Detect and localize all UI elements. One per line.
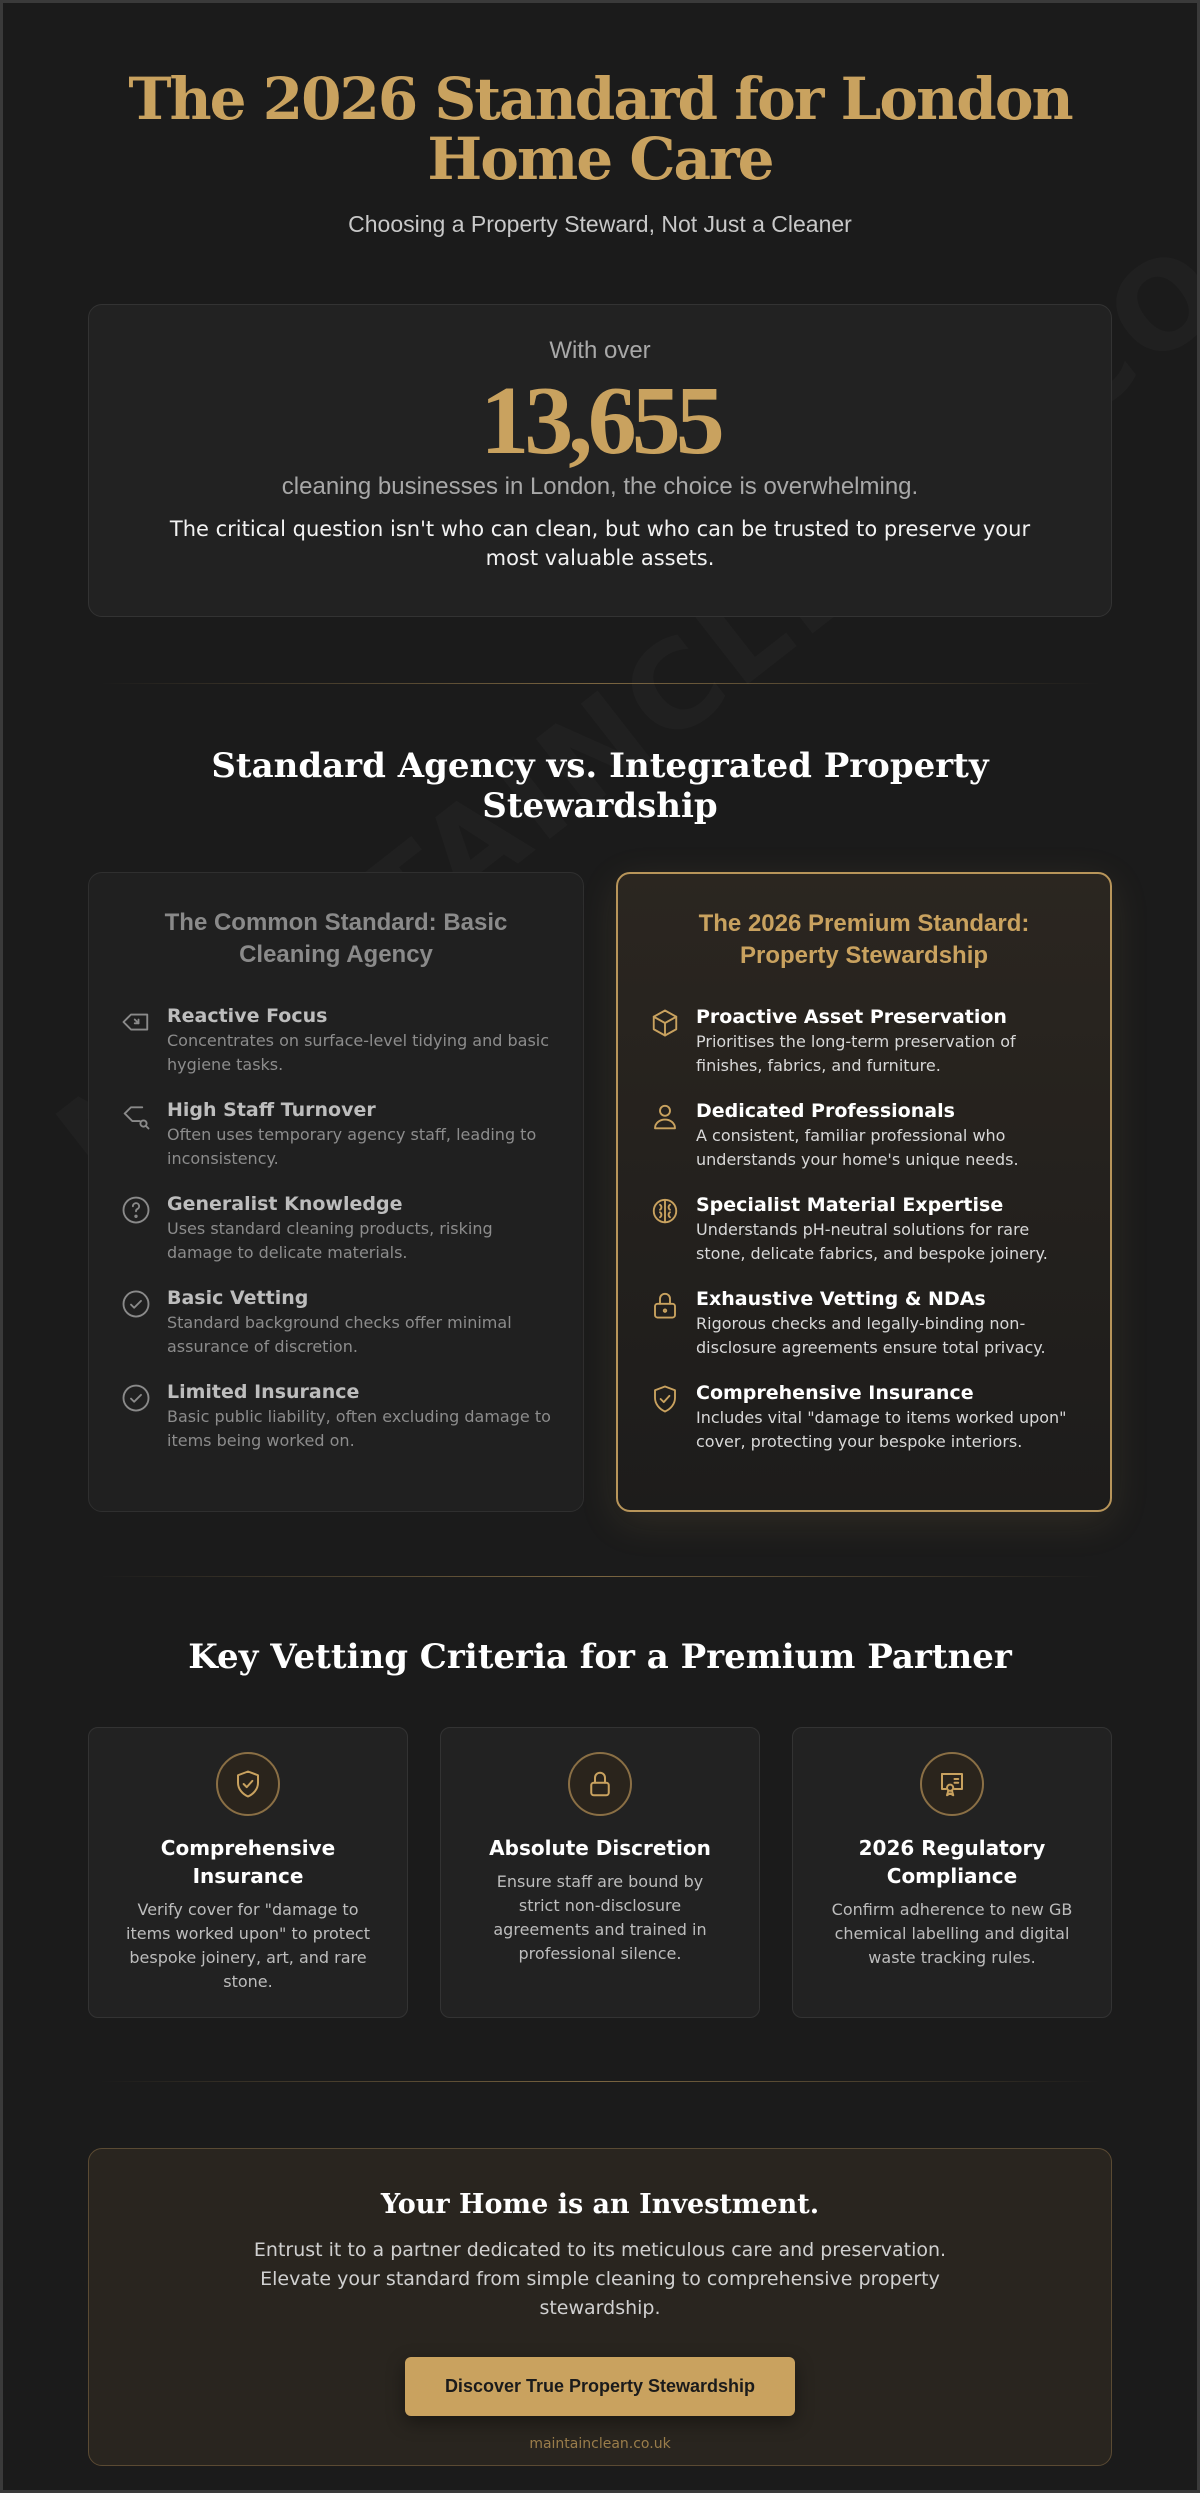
criteria-card (792, 1727, 1112, 2018)
premium-standard-card (616, 872, 1112, 1512)
item-title: Specialist Material Expertise (696, 1194, 1004, 1216)
item-desc: Basic public liability, often excluding damage to items being worked on. (167, 1407, 551, 1450)
criteria-card-desc: Verify cover for "damage to items worked upon" to protect bespoke joinery, art, and rare stone. (126, 1900, 370, 1991)
criteria-title: Key Vetting Criteria for a Premium Partner (188, 1637, 1012, 1677)
list-item (119, 1193, 553, 1265)
check-circle-icon (119, 1287, 167, 1359)
item-desc: Concentrates on surface-level tidying and basic hygiene tasks. (167, 1031, 550, 1074)
common-standard-card (88, 872, 584, 1512)
shield-check-icon (216, 1752, 280, 1816)
item-title: High Staff Turnover (167, 1099, 376, 1121)
section-divider (100, 2081, 1100, 2082)
criteria-card-desc: Confirm adherence to new GB chemical labelling and digital waste tracking rules. (831, 1900, 1073, 1967)
criteria-card-title: Absolute Discretion (489, 1836, 711, 1860)
item-title: Basic Vetting (167, 1287, 309, 1309)
cta-title: Your Home is an Investment. (380, 2189, 820, 2220)
cta-text: Entrust it to a partner dedicated to its meticulous care and preservation. Elevate your standard from simple cleaning to comprehensive property stewardship. (253, 2239, 947, 2319)
comparison-section (88, 872, 1112, 1512)
item-title: Exhaustive Vetting & NDAs (696, 1288, 986, 1310)
criteria-section (88, 1727, 1112, 2018)
shield-check-icon (648, 1382, 696, 1454)
tag-icon (119, 1005, 167, 1077)
stat-pre-text: With over (549, 337, 651, 364)
item-title: Generalist Knowledge (167, 1193, 403, 1215)
item-title: Proactive Asset Preservation (696, 1006, 1007, 1028)
transfer-icon (119, 1099, 167, 1171)
cube-icon (648, 1006, 696, 1078)
stat-note: The critical question isn't who can clean, but who can be trusted to preserve your most valuable assets. (169, 517, 1031, 570)
person-icon (648, 1100, 696, 1172)
section-divider (100, 683, 1100, 684)
list-item (648, 1288, 1080, 1360)
premium-standard-title: The 2026 Premium Standard: Property Stewardship (698, 910, 1030, 969)
lock-icon (568, 1752, 632, 1816)
item-desc: Standard background checks offer minimal assurance of discretion. (167, 1313, 512, 1356)
list-item (119, 1381, 553, 1453)
criteria-card-title: Comprehensive Insurance (160, 1836, 336, 1888)
item-title: Limited Insurance (167, 1381, 360, 1403)
item-desc: Rigorous checks and legally-binding non-disclosure agreements ensure total privacy. (696, 1314, 1046, 1357)
list-item (648, 1006, 1080, 1078)
list-item (119, 1005, 553, 1077)
check-circle-icon (119, 1381, 167, 1453)
discover-stewardship-button[interactable]: Discover True Property Stewardship (405, 2357, 795, 2416)
item-desc: A consistent, familiar professional who understands your home's unique needs. (696, 1126, 1019, 1169)
item-desc: Understands pH-neutral solutions for rare stone, delicate fabrics, and bespoke joinery. (696, 1220, 1048, 1263)
question-icon (119, 1193, 167, 1265)
item-title: Comprehensive Insurance (696, 1382, 974, 1404)
list-item (648, 1382, 1080, 1454)
criteria-card-title: 2026 Regulatory Compliance (858, 1836, 1046, 1888)
stat-number: 13,655 (480, 367, 720, 475)
list-item (119, 1099, 553, 1171)
site-url-link[interactable]: maintainclean.co.uk (529, 2436, 671, 2452)
page-title: The 2026 Standard for London Home Care (128, 65, 1072, 193)
list-item (648, 1100, 1080, 1172)
stat-post-text: cleaning businesses in London, the choice is overwhelming. (281, 473, 919, 500)
item-desc: Uses standard cleaning products, risking damage to delicate materials. (167, 1219, 493, 1262)
list-item (648, 1194, 1080, 1266)
page-subtitle: Choosing a Property Steward, Not Just a Cleaner (348, 211, 852, 237)
list-item (119, 1287, 553, 1359)
lock-icon (648, 1288, 696, 1360)
comparison-title: Standard Agency vs. Integrated Property Stewardship (211, 746, 989, 826)
cta-card (88, 2148, 1112, 2466)
item-desc: Often uses temporary agency staff, leading to inconsistency. (167, 1125, 537, 1168)
common-standard-title: The Common Standard: Basic Cleaning Agency (164, 909, 508, 968)
criteria-card (88, 1727, 408, 2018)
criteria-card (440, 1727, 760, 2018)
criteria-card-desc: Ensure staff are bound by strict non-disclosure agreements and trained in professional silence. (493, 1872, 707, 1963)
section-divider (100, 1576, 1100, 1577)
brain-icon (648, 1194, 696, 1266)
item-title: Reactive Focus (167, 1005, 328, 1027)
stat-card (88, 304, 1112, 617)
item-desc: Prioritises the long-term preservation of finishes, fabrics, and furniture. (696, 1032, 1016, 1075)
item-desc: Includes vital "damage to items worked upon" cover, protecting your bespoke interiors. (696, 1408, 1067, 1451)
page-container (88, 3, 1112, 2466)
certificate-icon (920, 1752, 984, 1816)
item-title: Dedicated Professionals (696, 1100, 955, 1122)
